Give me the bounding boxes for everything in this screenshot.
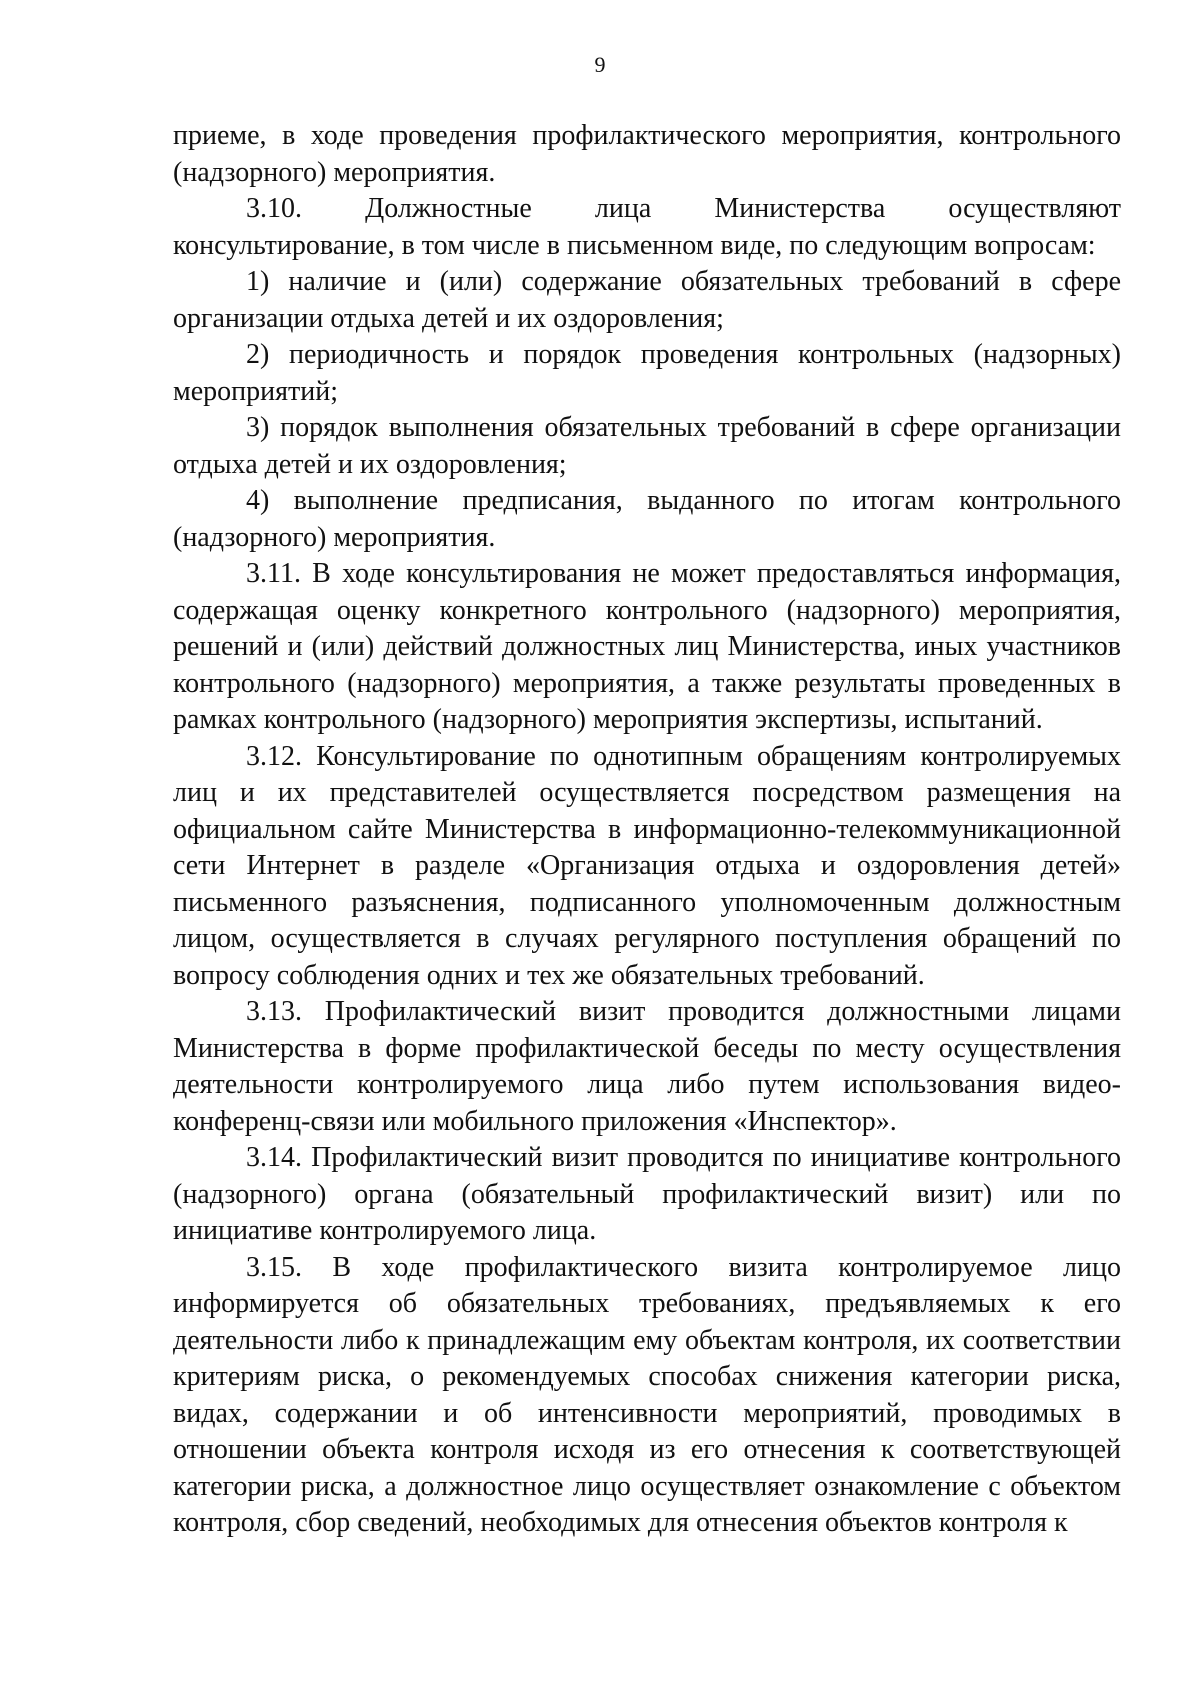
list-item-1: 1) наличие и (или) содержание обязательных требований в сфере организации отдыха детей и их оздоровления; <box>173 266 1121 334</box>
paragraph-3-10: 3.10. Должностные лица Министерства осуществляют консультирование, в том числе в письменном виде, по следующим вопросам: <box>173 193 1121 261</box>
list-item-4: 4) выполнение предписания, выданного по итогам контрольного (надзорного) мероприятия. <box>173 485 1121 553</box>
paragraph-3-15: 3.15. В ходе профилактического визита контролируемое лицо информируется об обязательных требованиях, предъявляемых к его деятельности либо к принадлежащим ему объектам контроля, их соответствии критериям риска, о рекомендуемых способах снижения категории риска, видах, содержании и об интенсивности мероприятий, проводимых в отношении объекта контроля исходя из его отнесения к соответствующей категории риска, а должностное лицо осуществляет ознакомление с объектом контроля, сбор сведений, необходимых для отнесения объектов контроля к <box>173 1251 1121 1538</box>
paragraph-3-13: 3.13. Профилактический визит проводится должностными лицами Министерства в форме профилактической беседы по месту осуществления деятельности контролируемого лица либо путем использования видео-конференц-связи или мобильного приложения «Инспектор». <box>173 996 1121 1137</box>
document-body <box>173 118 1121 1542</box>
paragraph-continuation: приеме, в ходе проведения профилактического мероприятия, контрольного (надзорного) мероприятия. <box>173 120 1121 188</box>
list-item-2: 2) периодичность и порядок проведения контрольных (надзорных) мероприятий; <box>173 339 1121 407</box>
page-number: 9 <box>594 52 606 77</box>
list-item-3: 3) порядок выполнения обязательных требований в сфере организации отдыха детей и их оздоровления; <box>173 412 1121 480</box>
paragraph-3-14: 3.14. Профилактический визит проводится по инициативе контрольного (надзорного) органа (обязательный профилактический визит) или по инициативе контролируемого лица. <box>173 1142 1121 1246</box>
paragraph-3-11: 3.11. В ходе консультирования не может предоставляться информация, содержащая оценку конкретного контрольного (надзорного) мероприятия, решений и (или) действий должностных лиц Министерства, иных участников контрольного (надзорного) мероприятия, а также результаты проведенных в рамках контрольного (надзорного) мероприятия экспертизы, испытаний. <box>173 558 1121 735</box>
paragraph-3-12: 3.12. Консультирование по однотипным обращениям контролируемых лиц и их представителей осуществляется посредством размещения на официальном сайте Министерства в информационно-телекоммуникационной сети Интернет в разделе «Организация отдыха и оздоровления детей» письменного разъяснения, подписанного уполномоченным должностным лицом, осуществляется в случаях регулярного поступления обращений по вопросу соблюдения одних и тех же обязательных требований. <box>173 740 1121 991</box>
